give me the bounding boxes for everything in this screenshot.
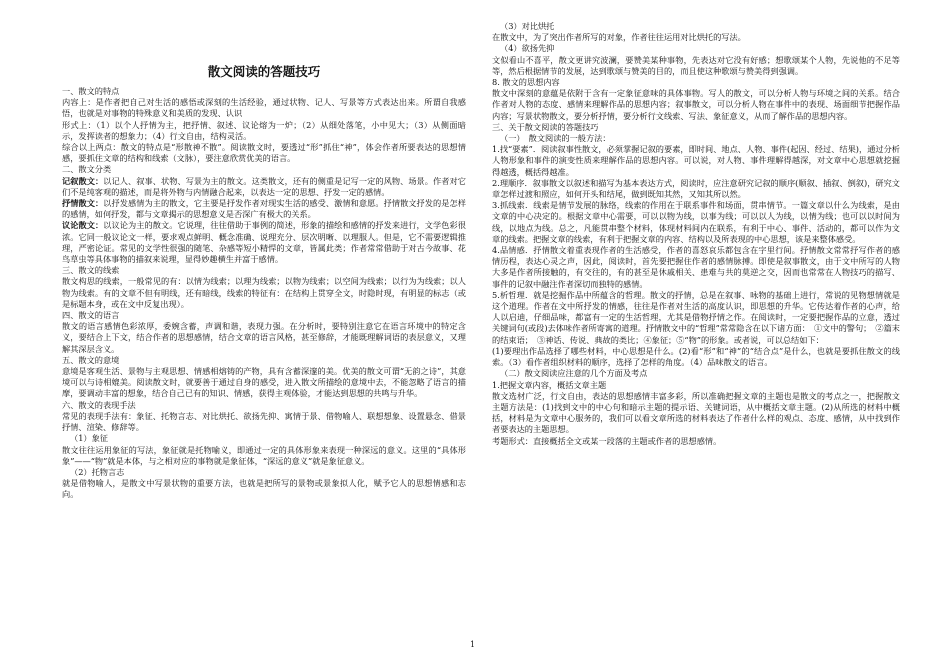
paragraph: 意境是客观生活、景物与主观思想、情感相熔铸的产物，具有含蓄深邃的美。优美的散文可谓“无韵之诗”，其意境可以与诗相媲美。阅读散文时，就要善于通过自身的感受，进入散文所描绘的意境中去，不能忽略了语言的描摩，要调动丰富的想象，结合自己已有的知识、情感，获得主观体验，才能达到思想的共鸣与升华。 xyxy=(62,366,466,399)
term-label: 记叙散文： xyxy=(62,175,104,186)
subsection-heading: （4）欲扬先抑 xyxy=(500,43,555,54)
section-heading: 三、散文的线索 xyxy=(62,265,120,276)
paragraph: 内容上：是作者把自己对生活的感悟或深刻的生活经验，通过状物、记人、写景等方式表达出来。所谓自我感悟，也就是对事物的特殊意义和美质的发现、认识 xyxy=(62,97,466,119)
page-number: 1 xyxy=(470,640,476,649)
subsection-heading: （1）象征 xyxy=(70,433,108,444)
left-column-body xyxy=(62,86,466,501)
term-paragraph xyxy=(62,220,466,265)
section-heading: 8. 散文的思想内容 xyxy=(492,77,560,88)
right-column-body xyxy=(492,21,900,447)
section-heading: 四、散文的语言 xyxy=(62,310,120,321)
paragraph: (1)要理出作品选择了哪些材料，中心思想是什么。(2)看“形”和“神”的“结合点”是什么，也就是要抓住散文的线索。（3）看作者组织材料的顺序，选择了怎样的角度。（4）品味散文的语言。 xyxy=(492,345,900,368)
subsection-heading: （一） 散文阅读的一般方法： xyxy=(500,133,611,144)
paragraph: 2.理顺序．叙事散文以叙述和描写为基本表达方式，阅读时，应注意研究记叙的顺序(顺叙、插叙、倒叙)，研究文章怎样过渡和照应，如何开头和结尾，做到既知其然，又知其所以然。 xyxy=(492,177,900,200)
section-heading: 一、散文的特点 xyxy=(62,86,120,96)
paragraph: 散文中深刻的意蕴是依附于含有一定象征意味的具体事物。写人的散文，可以分析人物与环境之间的关系。结合作者对人物的态度、感情来理解作品的思想内容；叙事散文，可以分析人物在事件中的表现、场面细节把握作品内容；写景状物散文，要分析抒情，要分析行文线索、写法、象征意义，从而了解作品的思想内容。 xyxy=(492,88,900,121)
term-label: 议论散文： xyxy=(62,220,104,231)
subsection-heading: （2）托物言志 xyxy=(70,466,125,477)
paragraph: 散文选材广泛，行文自由，表达的思想感情丰富多彩，所以准确把握文章的主题也是散文的考点之一，把握散文主题方法是：(1)找到文中的中心句和暗示主题的提示语、关键词语，从中概括文章主题。(2)从所选的材料中概括，材料是为文章中心服务的，我们可以看文章所选的材料表达了作者什么样的观点、态度、感情，从中找到作者要表达的主题思想。 xyxy=(492,390,900,435)
paragraph: 散文的语言感情色彩浓厚，委婉含蓄，声调和谐，表现力强。在分析时，要特别注意它在语言环境中的特定含义，要结合上下文，结合作者的思想感情，结合文章的语言风格，甚至修辞，才能既理解词语的表层意义，又理解其深层含义。 xyxy=(62,321,466,354)
term-text: 以记人、叙事、状物、写景为主的散文。这类散文，还有的侧重是记写一定的风物、场景。作者对它们不是纯客观的描述，而是将外物与内情融合起来，以表达一定的思想、抒发一定的感情。 xyxy=(62,175,466,197)
term-label: 抒情散文： xyxy=(62,198,104,209)
page-title: 散文阅读的答题技巧 xyxy=(207,64,321,79)
term-paragraph xyxy=(62,198,466,220)
section-heading: 五、散文的意境 xyxy=(62,354,120,365)
left-column xyxy=(62,64,466,501)
paragraph: 散文构思的线索，一般常见的有：以情为线索；以理为线索；以物为线索；以空间为线索；以行为为线索；以人物为线索。有的文章不但有明线，还有暗线，线索的特征有：在结构上贯穿全文，时隐时现，有明显的标志（或是标题本身，或在文中反复出现）。 xyxy=(62,276,466,309)
paragraph: 形式上：（1）以个人抒情为主，把抒情、叙述、议论熔为一炉；（2）从细处落笔，小中见大；（3）从侧面暗示，发挥读者的想象力；（4）行文自由，结构灵活。 xyxy=(62,119,466,141)
paragraph: 综合以上两点：散文的特点是“形散神不散”。阅读散文时，要透过“形”抓住“神”，体会作者所要表达的思想情感，要抓住文章的结构和线索（文脉），要注意欣赏优美的语言。 xyxy=(62,142,466,164)
paragraph: 文似看山不喜平，散文更讲究波澜，要赞美某种事物，先表达对它没有好感；想歌颂某个人物，先说他的不足等等，然后根据情节的发展，达到歌颂与赞美的目的，而且使这种歌颂与赞美得到强调。 xyxy=(492,54,900,76)
right-column xyxy=(492,21,900,447)
paragraph: 就是借物喻人，是散文中写景状物的重要方法，也就是把所写的景物或景象拟人化，赋予它人的思想情感和志向。 xyxy=(62,478,466,500)
subsection-heading: （3）对比烘托 xyxy=(500,21,555,31)
paragraph: 考题形式：直接概括全文或某一段落的主题或作者的思想感情。 xyxy=(492,435,722,446)
paragraph: 常见的表现手法有：象征、托物言志、对比烘托、欲扬先抑、寓情于景、借物喻人、联想想象、设置悬念、借景抒情、渲染、修辞等。 xyxy=(62,410,466,433)
paragraph: 3.抓线索．线索是情节发展的脉络，线索的作用在于联系事件和场面，贯串情节。一篇文章以什么为线索，是由文章的中心决定的。根据文章中心需要，可以以物为线，以事为线；可以以人为线，以情为线；也可以以时间为线，以地点为线。总之，凡能贯串整个材料，体现材料间内在联系，有利于中心、事件、活动的，都可以作为文章的线索。把握文章的线索，有利于把握文章的内容、结构以及所表现的中心思想，该是来整体感受。 xyxy=(492,200,900,244)
section-heading: 三、关于散文阅读的答题技巧 xyxy=(492,121,599,132)
subsection-heading: （二）散文阅读应注意的几个方面及考点 xyxy=(500,368,648,379)
section-heading: 六、散文的表现手法 xyxy=(62,399,136,410)
paragraph: 4.品情感．抒情散文着重表现作者的生活感受，作者的喜怒哀乐都包含在字里行间。抒情散文常常抒写作者的感情历程，表达心灵之声，因此，阅读时，首先要把握住作者的感情脉搏。即使是叙事散文，由于文中所写的人物大多是作者所接触的，有交往的，有的甚至是休戚相关、患难与共的莫逆之交，因而也常常在人物技巧的描写、事件的记叙中融注作者深切而独特的感情。 xyxy=(492,245,900,289)
section-heading: 二、散文分类 xyxy=(62,164,112,175)
paragraph: 散文往往运用象征的写法，象征就是托物喻义，即通过一定的具体形象来表现一种深远的意义。这里的“具体形象”——“物”就是本体，与之相对应的事物就是象征体，“深远的意义”就是象征意义。 xyxy=(62,444,466,466)
term-text: 以抒发感情为主的散文，它主要是抒发作者对现实生活的感受、激情和意愿。抒情散文抒发的是怎样的感情，如何抒发，都与文章揭示的思想意义是否深广有极大的关系。 xyxy=(62,198,466,220)
term-text: 以议论为主的散文。它说理，往往借助于事例的简述，形象的描绘和感情的抒发来进行，文学色彩很浓。它同一般议论文一样，要求观点鲜明、概念准确、说理充分、层次明晰、以理服人。但是，它不需要逻辑推理，严密论证。常见的文学性很强的随笔、杂感等短小精悍的文章，皆属此类；作者常常借助于对古今故事、花鸟草虫等具体事物的描叙来说理，显得妙趣横生并富于感情。 xyxy=(62,220,466,265)
term-paragraph xyxy=(62,176,466,198)
section-heading: 1.把握文章内容，概括文章主题 xyxy=(492,379,607,390)
paragraph: 5.析哲理．就是挖掘作品中所蕴含的哲理。散文的抒情，总是在叙事、咏物的基础上进行，常说的见物想情就是这个道理。作者在文中所抒发的情感，往往是作者对生活的高度认识，即思想的升华。它传达着作者的心声，给人以启迪，仔细品味，都富有一定的生活哲理，尤其是借物抒情之作。在阅读时，一定要把握作品的立意，透过关键词句(或段)去体味作者所寄寓的道理。抒情散文中的“哲理”常常隐含在以下诸方面： ①文中的警句； ②篇末的结束语； ③神话、传说、典故的类比；④象征；⑤“物”的形象。或者说，可以总结如下： xyxy=(492,289,900,345)
paragraph: 1.找“要素”．阅读叙事性散文，必须掌握记叙的要素，即时间、地点、人物、事件(起因、经过、结果)，通过分析人物形象和事件的演变性质来理解作品的思想内容。可以说，对人物、事件理解得越深，对文章中心思想就挖掘得越透，概括得越准。 xyxy=(492,144,900,177)
paragraph: 在散文中，为了突出作者所写的对象，作者往往运用对比烘托的写法。 xyxy=(492,32,746,43)
